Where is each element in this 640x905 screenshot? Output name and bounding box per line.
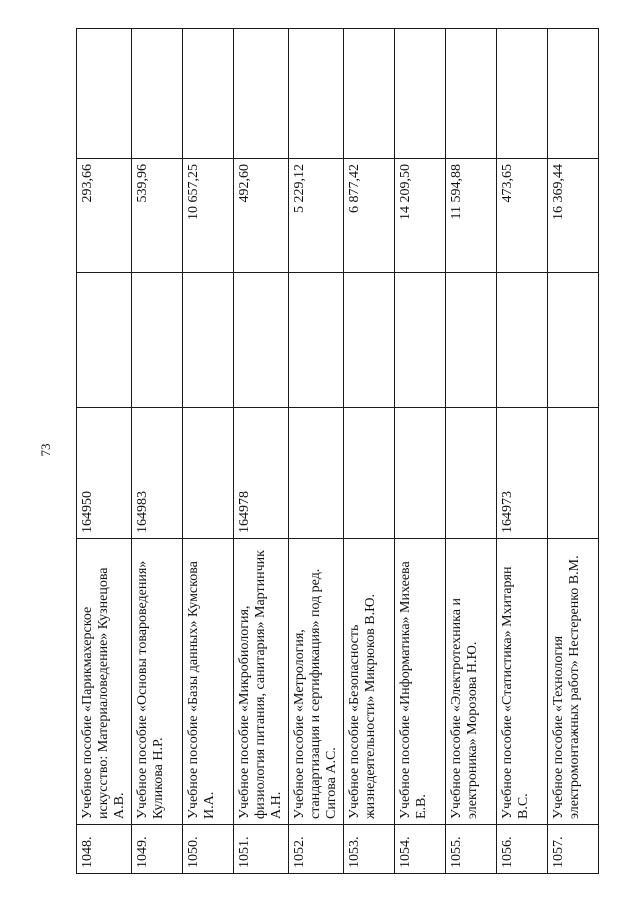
inventory-number: 164973 [497, 408, 548, 539]
inventory-number: 164978 [234, 408, 289, 539]
amount: 5 229,12 [289, 159, 344, 273]
row-number: 1052. [289, 825, 344, 874]
empty-cell [395, 29, 446, 159]
inventory-number [183, 408, 234, 539]
asset-register-table [76, 28, 599, 874]
item-name: Учебное пособие «Безопасность жизнедеятельности» Микрюков В.Ю. [344, 539, 395, 825]
amount: 14 209,50 [395, 159, 446, 273]
table-body [77, 29, 599, 874]
table-rotator [76, 29, 586, 874]
row-number: 1049. [132, 825, 183, 874]
empty-cell [395, 273, 446, 408]
amount: 6 877,42 [344, 159, 395, 273]
empty-cell [446, 29, 497, 159]
table-row [132, 29, 183, 874]
inventory-number: 164983 [132, 408, 183, 539]
row-number: 1053. [344, 825, 395, 874]
table-row [497, 29, 548, 874]
empty-cell [132, 29, 183, 159]
inventory-number [289, 408, 344, 539]
empty-cell [289, 273, 344, 408]
empty-cell [548, 273, 599, 408]
empty-cell [77, 273, 132, 408]
inventory-number [446, 408, 497, 539]
item-name: Учебное пособие «Парикмахерское искусство: Материаловедение» Кузнецова А.В. [77, 539, 132, 825]
table-row [183, 29, 234, 874]
empty-cell [497, 29, 548, 159]
empty-cell [344, 29, 395, 159]
item-name: Учебное пособие «Основы товароведения» Куликова Н.Р. [132, 539, 183, 825]
item-name: Учебное пособие «Базы данных» Кумскова И.А. [183, 539, 234, 825]
page-number: 73 [38, 443, 53, 457]
amount: 293,66 [77, 159, 132, 273]
empty-cell [183, 273, 234, 408]
row-number: 1056. [497, 825, 548, 874]
empty-cell [289, 29, 344, 159]
inventory-number [395, 408, 446, 539]
amount: 473,65 [497, 159, 548, 273]
empty-cell [183, 29, 234, 159]
empty-cell [497, 273, 548, 408]
table-row [77, 29, 132, 874]
row-number: 1054. [395, 825, 446, 874]
inventory-number: 164950 [77, 408, 132, 539]
row-number: 1057. [548, 825, 599, 874]
empty-cell [344, 273, 395, 408]
inventory-number [548, 408, 599, 539]
item-name: Учебное пособие «Микробиология, физиология питания, санитария» Мартинчик А.Н. [234, 539, 289, 825]
amount: 10 657,25 [183, 159, 234, 273]
amount: 492,60 [234, 159, 289, 273]
item-name: Учебное пособие «Технология электромонтажных работ» Нестеренко В.М. [548, 539, 599, 825]
item-name: Учебное пособие «Статистика» Мхитарян В.С. [497, 539, 548, 825]
amount: 16 369,44 [548, 159, 599, 273]
table-row [446, 29, 497, 874]
item-name: Учебное пособие «Информатика» Михеева Е.В. [395, 539, 446, 825]
empty-cell [234, 273, 289, 408]
empty-cell [234, 29, 289, 159]
empty-cell [132, 273, 183, 408]
table-row [548, 29, 599, 874]
table-row [289, 29, 344, 874]
row-number: 1055. [446, 825, 497, 874]
table-row [344, 29, 395, 874]
amount: 11 594,88 [446, 159, 497, 273]
table-row [395, 29, 446, 874]
empty-cell [77, 29, 132, 159]
table-row [234, 29, 289, 874]
item-name: Учебное пособие «Метрология, стандартизация и сертификация» под ред. Сигова А.С. [289, 539, 344, 825]
row-number: 1051. [234, 825, 289, 874]
inventory-number [344, 408, 395, 539]
item-name: Учебное пособие «Электротехника и электроника» Морозова Н.Ю. [446, 539, 497, 825]
empty-cell [548, 29, 599, 159]
amount: 539,96 [132, 159, 183, 273]
row-number: 1048. [77, 825, 132, 874]
row-number: 1050. [183, 825, 234, 874]
empty-cell [446, 273, 497, 408]
